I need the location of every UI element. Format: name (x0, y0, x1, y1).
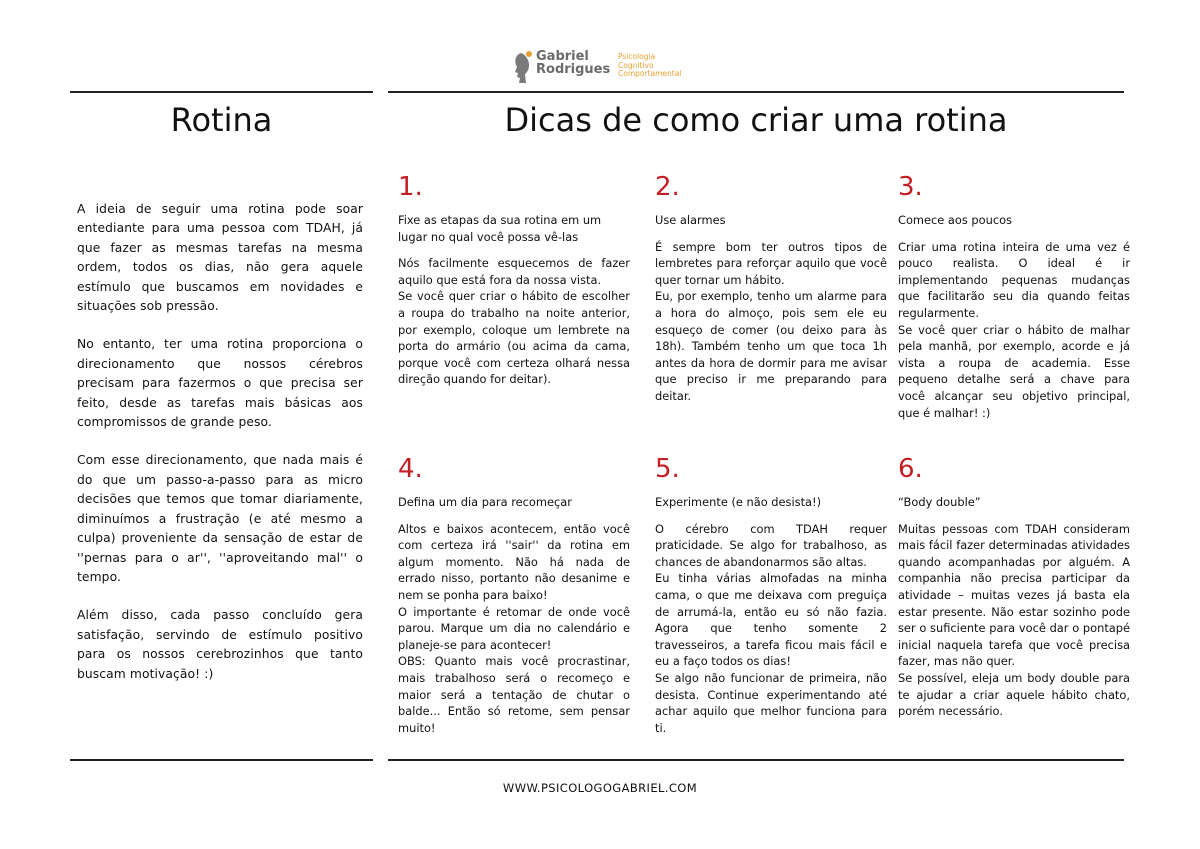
tip-heading: “Body double” (898, 495, 981, 509)
tip-number: 2. (655, 172, 680, 202)
tip-card-5 (655, 454, 887, 736)
right-title: Dicas de como criar uma rotina (504, 101, 1008, 139)
left-title: Rotina (170, 101, 273, 139)
tip-body: Criar uma rotina inteira de uma vez é pouco realista. O ideal é ir implementando pequenas mudanças que facilitarão seu dia quando feitas regularmente. Se você quer criar o hábito de malhar pela manhã, por exemplo, acorde e já vista a roupa de academia. Esse pequeno detalhe será a chave para você alcançar seu objetivo principal, que é malhar! :) (898, 239, 1130, 420)
tip-card-1 (398, 172, 630, 388)
tip-number: 6. (898, 454, 923, 484)
tip-body: O cérebro com TDAH requer praticidade. Se algo for trabalhoso, as chances de abandonarmos são altas. Eu tinha várias almofadas na minha cama, o que me deixava com preguiça de arrumá-la, então eu só não fazia. Agora que tenho somente 2 travesseiros, a tarefa ficou mais fácil e eu a faço todos os dias! Se algo não funcionar de primeira, não desista. Continue experimentando até achar aquilo que melhor funciona para ti. (655, 521, 887, 735)
tip-card-6 (898, 454, 1130, 720)
tip-body: Altos e baixos acontecem, então você com certeza irá ''sair'' da rotina em algum momento. Não há nada de errado nisso, portanto não desanime e nem se ponha para baixo! O importante é retomar de onde você parou. Marque um dia no calendário e planeje-se para acontecer! OBS: Quanto mais você procrastinar, mais trabalhoso será o recomeço e maior será a tentação de chutar o balde... Então só retome, sem pensar muito! (398, 521, 630, 735)
tip-heading: Use alarmes (655, 213, 726, 227)
tip-number: 5. (655, 454, 680, 484)
intro-paragraph: Além disso, cada passo concluído gera satisfação, servindo de estímulo positivo para os nossos cerebrozinhos que tanto buscam motivação! :) (77, 608, 363, 681)
tip-card-3 (898, 172, 1130, 421)
tip-card-2 (655, 172, 887, 405)
bottom-divider-left (70, 759, 373, 761)
brand-tagline: Psicologia Cognitivo Comportamental (618, 52, 682, 78)
brand-name: Gabriel Rodrigues (536, 49, 611, 77)
intro-paragraph: No entanto, ter uma rotina proporciona o direcionamento que nossos cérebros precisam para fazermos o que precisa ser feito, desde as tarefas mais básicas aos compromissos de grande peso. (77, 337, 363, 430)
tip-heading: Comece aos poucos (898, 213, 1013, 227)
intro-paragraph: A ideia de seguir uma rotina pode soar entediante para uma pessoa com TDAH, já que fazer as mesmas tarefas na mesma ordem, todos os dias, não gera aquele estímulo que buscamos em novidades e situações sob pressão. (77, 202, 363, 314)
head-profile-icon (512, 50, 534, 86)
tip-heading: Experimente (e não desista!) (655, 495, 822, 509)
top-divider-left (70, 91, 373, 93)
intro-text (77, 200, 363, 703)
tip-body: É sempre bom ter outros tipos de lembretes para reforçar aquilo que você quer tornar um hábito. Eu, por exemplo, tenho um alarme para a hora do almoço, pois sem ele eu esqueço de comer (ou deixo para às 18h). Também tenho um que toca 1h antes da hora de dormir para me avisar que preciso ir me preparando para deitar. (655, 239, 887, 403)
footer-website[interactable]: WWW.PSICOLOGOGABRIEL.COM (502, 781, 698, 795)
tip-body: Muitas pessoas com TDAH consideram mais fácil fazer determinadas atividades quando acompanhadas por alguém. A companhia não precisa participar da atividade – muitas vezes já basta ela estar presente. Não estar sozinho pode ser o suficiente para você dar o pontapé inicial naquela tarefa que você precisa fazer, mas não quer. Se possível, eleja um body double para te ajudar a criar aquele hábito chato, porém necessário. (898, 521, 1130, 719)
tip-heading: Defina um dia para recomeçar (398, 495, 572, 509)
tip-body: Nós facilmente esquecemos de fazer aquilo que está fora da nossa vista. Se você quer criar o hábito de escolher a roupa do trabalho na noite anterior, por exemplo, coloque um lembrete na porta do armário (ou acima da cama, porque você com certeza olhará nessa direção quando for deitar). (398, 256, 630, 387)
tip-card-4 (398, 454, 630, 736)
tip-heading: Fixe as etapas da sua rotina em um lugar no qual você possa vê-las (398, 213, 602, 244)
tip-number: 3. (898, 172, 923, 202)
brand-logo (512, 50, 712, 90)
intro-paragraph: Com esse direcionamento, que nada mais é do que um passo-a-passo para as micro decisões que temos que tomar diariamente, diminuímos a frustração (e até mesmo a culpa) proveniente da sensação de estar de ''pernas para o ar'', ''aproveitando mal'' o tempo. (77, 453, 363, 584)
bottom-divider-right (388, 759, 1124, 761)
top-divider-right (388, 91, 1124, 93)
tip-number: 4. (398, 454, 423, 484)
tip-number: 1. (398, 172, 423, 202)
